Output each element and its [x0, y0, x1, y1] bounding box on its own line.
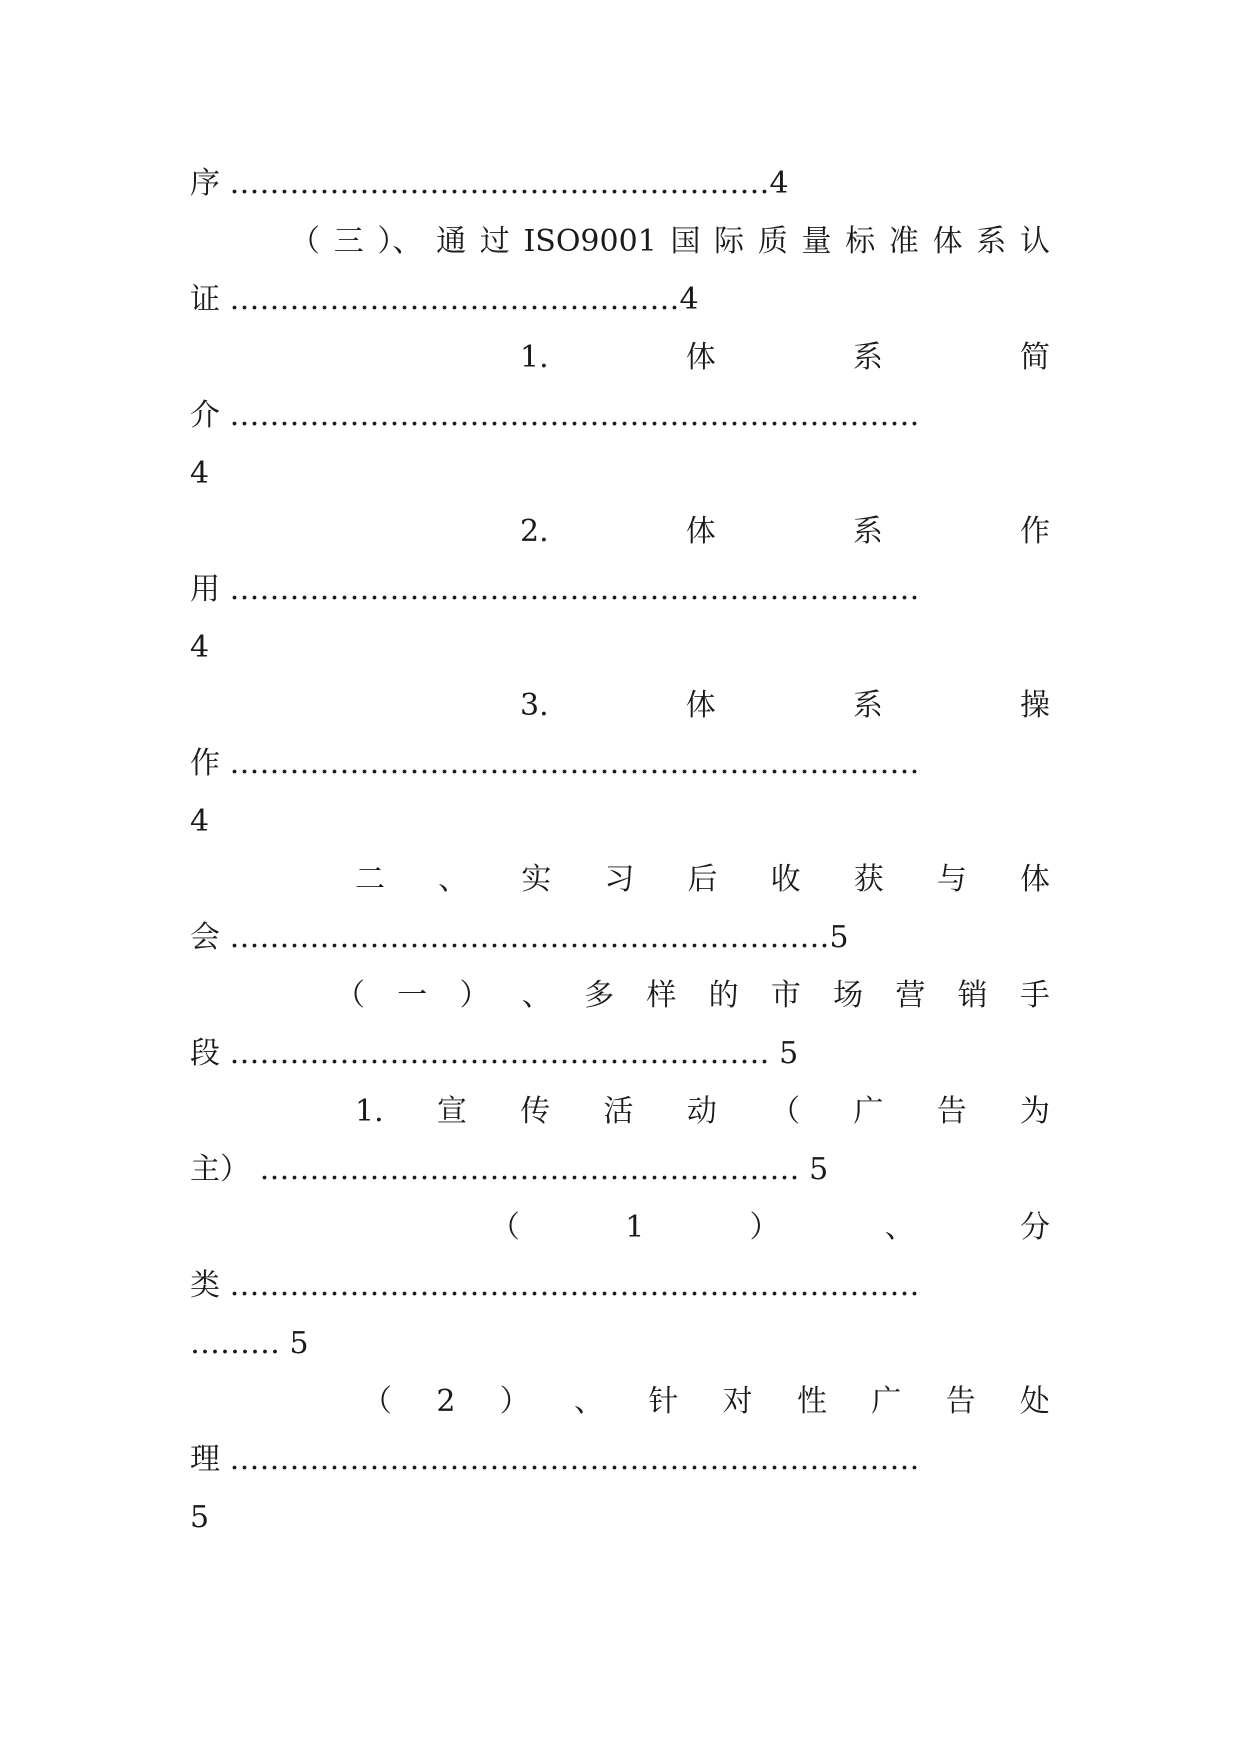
toc-char: 处 [1019, 1384, 1050, 1419]
toc-entry [190, 914, 1050, 962]
toc-char: 体 [685, 340, 716, 375]
toc-char: 获 [853, 862, 884, 897]
toc-char: 认 [1019, 224, 1050, 259]
toc-char: 系 [852, 340, 883, 375]
toc-char: （ [770, 1094, 801, 1129]
toc-char: 针 [648, 1384, 679, 1419]
toc-char: 体 [1020, 862, 1050, 897]
toc-char: 后 [687, 862, 718, 897]
toc-entry [190, 392, 1050, 440]
toc-char: 实 [521, 862, 552, 897]
toc-char: 1. [355, 1094, 384, 1129]
toc-char: 国 [670, 224, 701, 259]
toc-page-number [190, 798, 1050, 846]
toc-char: ） [749, 1210, 780, 1245]
toc-line-text: 类 …………………………………………………………… [190, 1268, 920, 1303]
toc-char: 收 [770, 862, 801, 897]
toc-line-text: 段 ……………………………………………… 5 [190, 1036, 799, 1071]
toc-char: 1 [625, 1210, 645, 1245]
toc-char: 2. [520, 514, 549, 549]
toc-heading-line [520, 334, 1050, 382]
toc-char: 告 [936, 1094, 967, 1129]
toc-char: 广 [853, 1094, 884, 1129]
toc-char: 多 [584, 978, 615, 1013]
toc-entry [190, 1320, 1050, 1368]
toc-char: 质 [757, 224, 788, 259]
toc-entry [190, 740, 1050, 788]
toc-char: 3. [520, 688, 549, 723]
toc-char: ） [459, 978, 490, 1013]
toc-char: 作 [1020, 514, 1050, 549]
toc-line-text: 序 ………………………………………………4 [190, 166, 789, 201]
toc-char: 广 [871, 1384, 902, 1419]
toc-heading-line [335, 972, 1050, 1020]
toc-char: 动 [686, 1094, 717, 1129]
toc-char: 际 [714, 224, 745, 259]
toc-page-number [190, 450, 1050, 498]
toc-char: ISO9001 [523, 224, 657, 259]
toc-char: 活 [603, 1094, 634, 1129]
toc-heading-line [290, 218, 1050, 266]
toc-char: 习 [604, 862, 635, 897]
toc-line-text: 证 ………………………………………4 [190, 282, 699, 317]
toc-char: （ [290, 224, 320, 259]
toc-char: （ [362, 1384, 392, 1419]
toc-char: （ [490, 1210, 520, 1245]
toc-char: 样 [646, 978, 677, 1013]
toc-heading-line [362, 1378, 1050, 1426]
page-number: 4 [190, 630, 210, 665]
toc-entry [190, 1262, 1050, 1310]
toc-char: 2 [436, 1384, 456, 1419]
toc-char: 系 [852, 514, 883, 549]
toc-line-text: ……… 5 [190, 1326, 309, 1361]
toc-char: 过 [479, 224, 510, 259]
toc-line-text: 用 …………………………………………………………… [190, 572, 920, 607]
toc-line-text: 理 …………………………………………………………… [190, 1442, 920, 1477]
toc-char: 、 [438, 862, 469, 897]
toc-entry [190, 160, 1050, 208]
toc-char: 体 [685, 514, 716, 549]
toc-char: 简 [1020, 340, 1050, 375]
toc-char: 标 [845, 224, 876, 259]
toc-heading-line [520, 682, 1050, 730]
toc-line-text: 会 ……………………………………………………5 [190, 920, 849, 955]
toc-char: 、 [884, 1210, 915, 1245]
toc-char: 营 [895, 978, 926, 1013]
toc-char: ） [499, 1384, 530, 1419]
toc-char: 分 [1019, 1210, 1050, 1245]
page-number: 5 [190, 1500, 210, 1535]
toc-char: 、 [521, 978, 552, 1013]
toc-char: 通 [436, 224, 467, 259]
page-number: 4 [190, 804, 210, 839]
toc-line-text: 作 …………………………………………………………… [190, 746, 920, 781]
toc-char: 1. [520, 340, 549, 375]
toc-line-text: 主） ……………………………………………… 5 [190, 1152, 829, 1187]
toc-char: 体 [932, 224, 963, 259]
toc-char: 准 [888, 224, 919, 259]
toc-line-text: 介 …………………………………………………………… [190, 398, 920, 433]
toc-char: 系 [976, 224, 1007, 259]
toc-char: 二 [355, 862, 385, 897]
toc-char: 体 [685, 688, 716, 723]
toc-char: 市 [770, 978, 801, 1013]
page-number: 4 [190, 456, 210, 491]
toc-char: 手 [1019, 978, 1050, 1013]
toc-heading-line [490, 1204, 1050, 1252]
toc-char: 与 [936, 862, 967, 897]
toc-char: 的 [708, 978, 739, 1013]
toc-entry [190, 276, 1050, 324]
toc-char: 宣 [436, 1094, 467, 1129]
toc-char: 量 [801, 224, 832, 259]
toc-char: 对 [722, 1384, 753, 1419]
toc-char: 性 [796, 1384, 827, 1419]
toc-heading-line [520, 508, 1050, 556]
toc-char: 操 [1020, 688, 1050, 723]
toc-char: 为 [1020, 1094, 1050, 1129]
toc-char: 场 [833, 978, 864, 1013]
toc-char: 一 [397, 978, 428, 1013]
toc-char: 系 [852, 688, 883, 723]
toc-entry [190, 566, 1050, 614]
toc-char: 销 [957, 978, 988, 1013]
toc-heading-line [355, 856, 1050, 904]
toc-entry [190, 1436, 1050, 1484]
toc-entry [190, 1146, 1050, 1194]
toc-char: （ [335, 978, 365, 1013]
toc-heading-line [355, 1088, 1050, 1136]
toc-page-number [190, 1494, 1050, 1542]
toc-page-number [190, 624, 1050, 672]
toc-char: 传 [520, 1094, 551, 1129]
toc-char: 、 [574, 1384, 605, 1419]
toc-entry [190, 1030, 1050, 1078]
toc-char: 告 [945, 1384, 976, 1419]
toc-char: ）、 [377, 224, 423, 259]
toc-char: 三 [333, 224, 364, 259]
